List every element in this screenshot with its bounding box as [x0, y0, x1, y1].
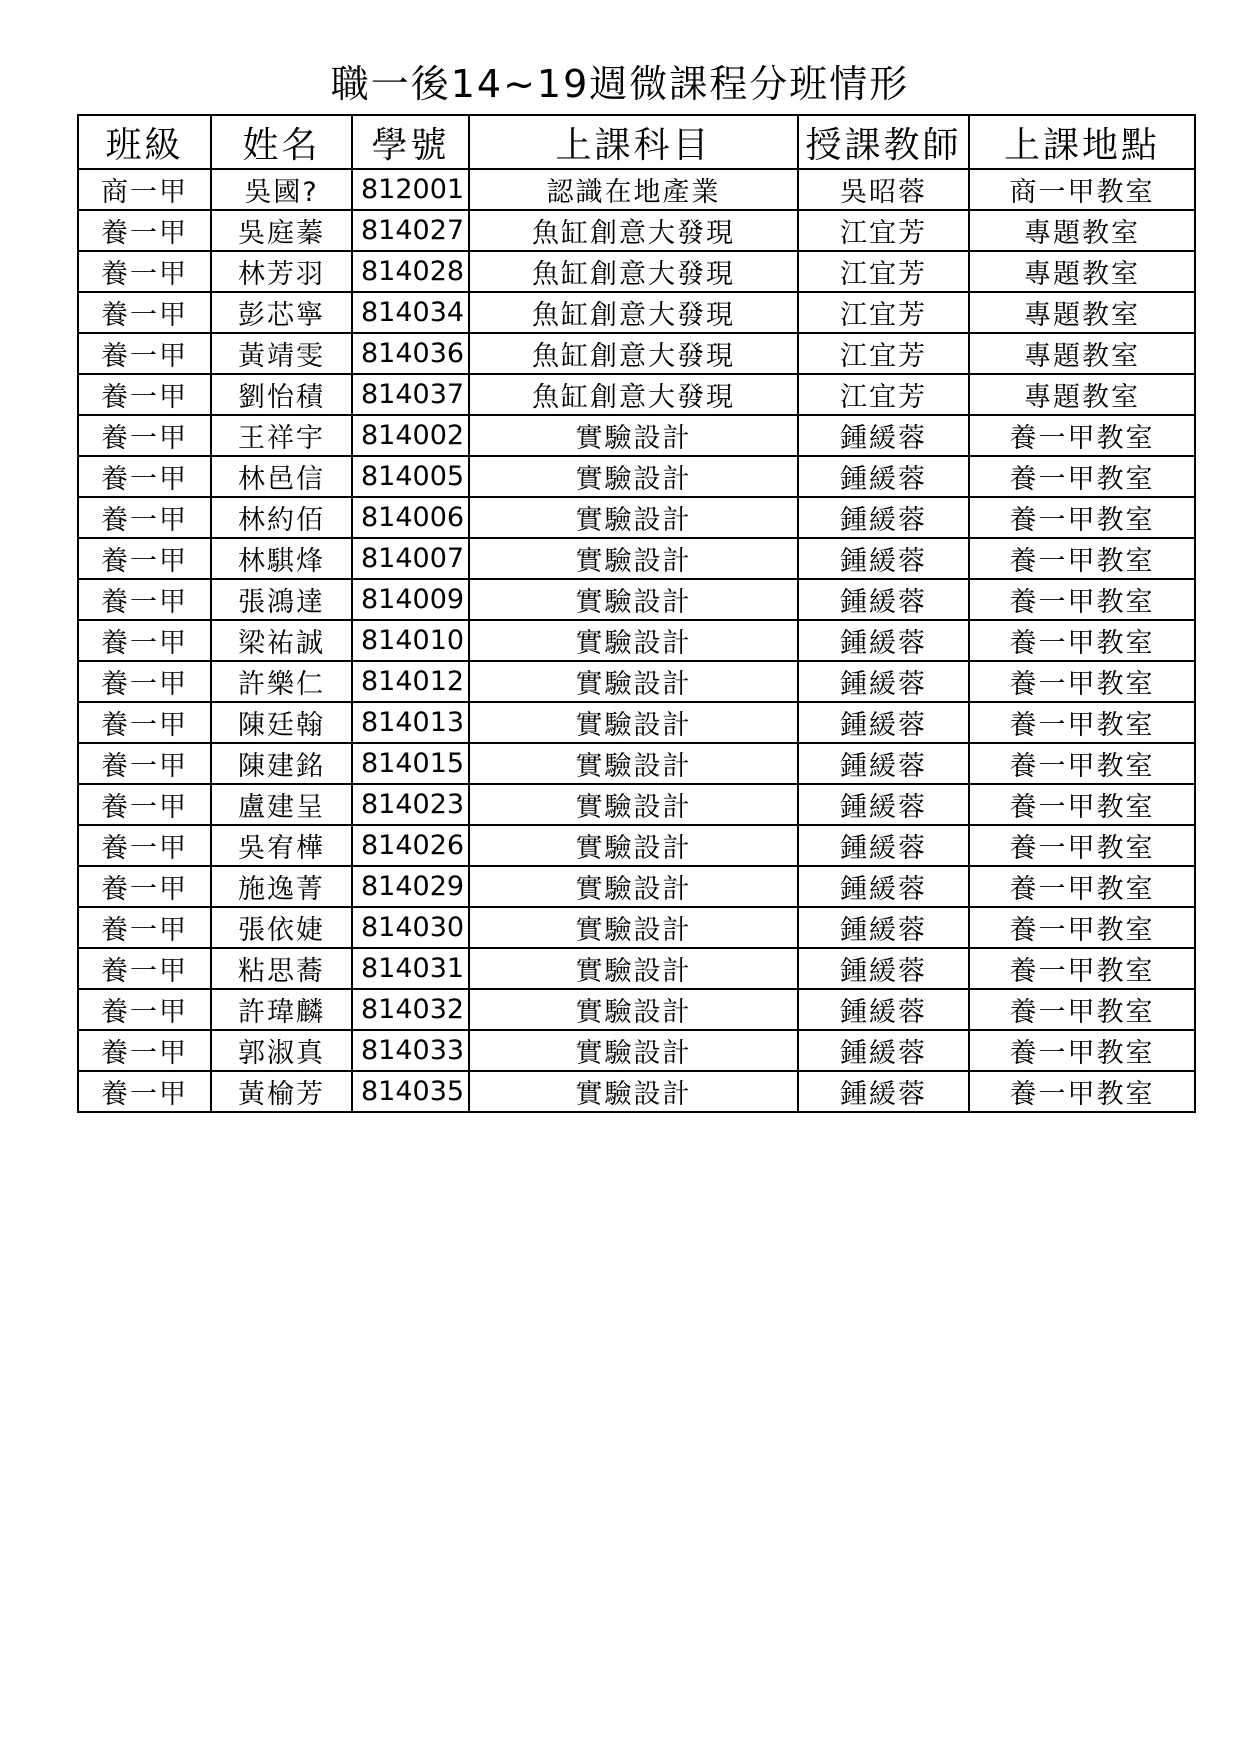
- table-row: [78, 497, 1195, 538]
- table-row: [78, 210, 1195, 251]
- teacher-cell: 鍾緩蓉: [798, 825, 969, 866]
- class-cell: 養一甲: [78, 948, 211, 989]
- teacher-cell: 鍾緩蓉: [798, 579, 969, 620]
- subject-cell: 實驗設計: [469, 620, 798, 661]
- class-cell: 養一甲: [78, 292, 211, 333]
- name-cell: 黃榆芳: [211, 1071, 352, 1112]
- table-row: [78, 333, 1195, 374]
- teacher-cell: 江宜芳: [798, 374, 969, 415]
- page-title: 職一後14~19週微課程分班情形: [330, 62, 910, 106]
- location-cell: 養一甲教室: [969, 989, 1195, 1030]
- teacher-cell: 鍾緩蓉: [798, 415, 969, 456]
- location-cell: 養一甲教室: [969, 702, 1195, 743]
- table-row: [78, 456, 1195, 497]
- table-row: [78, 579, 1195, 620]
- teacher-cell: 江宜芳: [798, 333, 969, 374]
- student-id-cell: 812001: [352, 169, 469, 210]
- subject-cell: 魚缸創意大發現: [469, 292, 798, 333]
- header-location: 上課地點: [969, 115, 1195, 169]
- student-id-cell: 814002: [352, 415, 469, 456]
- header-student-id: 學號: [352, 115, 469, 169]
- student-id-cell: 814005: [352, 456, 469, 497]
- teacher-cell: 鍾緩蓉: [798, 702, 969, 743]
- teacher-cell: 吳昭蓉: [798, 169, 969, 210]
- header-class: 班級: [78, 115, 211, 169]
- class-cell: 養一甲: [78, 497, 211, 538]
- location-cell: 商一甲教室: [969, 169, 1195, 210]
- location-cell: 養一甲教室: [969, 825, 1195, 866]
- student-id-cell: 814032: [352, 989, 469, 1030]
- location-cell: 養一甲教室: [969, 456, 1195, 497]
- name-cell: 郭淑真: [211, 1030, 352, 1071]
- name-cell: 許樂仁: [211, 661, 352, 702]
- table-row: [78, 866, 1195, 907]
- name-cell: 黃靖雯: [211, 333, 352, 374]
- subject-cell: 實驗設計: [469, 784, 798, 825]
- student-id-cell: 814031: [352, 948, 469, 989]
- student-id-cell: 814007: [352, 538, 469, 579]
- teacher-cell: 鍾緩蓉: [798, 538, 969, 579]
- location-cell: 養一甲教室: [969, 743, 1195, 784]
- name-cell: 梁祐誠: [211, 620, 352, 661]
- table-row: [78, 661, 1195, 702]
- table-row: [78, 948, 1195, 989]
- subject-cell: 實驗設計: [469, 497, 798, 538]
- teacher-cell: 鍾緩蓉: [798, 948, 969, 989]
- subject-cell: 實驗設計: [469, 866, 798, 907]
- table-row: [78, 743, 1195, 784]
- name-cell: 吳庭蓁: [211, 210, 352, 251]
- student-id-cell: 814015: [352, 743, 469, 784]
- location-cell: 養一甲教室: [969, 1030, 1195, 1071]
- location-cell: 專題教室: [969, 374, 1195, 415]
- student-id-cell: 814028: [352, 251, 469, 292]
- location-cell: 養一甲教室: [969, 1071, 1195, 1112]
- class-cell: 養一甲: [78, 866, 211, 907]
- location-cell: 專題教室: [969, 251, 1195, 292]
- table-row: [78, 989, 1195, 1030]
- subject-cell: 實驗設計: [469, 415, 798, 456]
- table-row: [78, 1071, 1195, 1112]
- class-cell: 養一甲: [78, 1030, 211, 1071]
- subject-cell: 實驗設計: [469, 1071, 798, 1112]
- student-id-cell: 814009: [352, 579, 469, 620]
- location-cell: 養一甲教室: [969, 538, 1195, 579]
- class-cell: 養一甲: [78, 415, 211, 456]
- header-teacher: 授課教師: [798, 115, 969, 169]
- subject-cell: 實驗設計: [469, 825, 798, 866]
- subject-cell: 實驗設計: [469, 743, 798, 784]
- table-row: [78, 415, 1195, 456]
- teacher-cell: 鍾緩蓉: [798, 784, 969, 825]
- student-id-cell: 814035: [352, 1071, 469, 1112]
- student-id-cell: 814010: [352, 620, 469, 661]
- name-cell: 陳建銘: [211, 743, 352, 784]
- class-cell: 養一甲: [78, 538, 211, 579]
- subject-cell: 實驗設計: [469, 661, 798, 702]
- student-id-cell: 814013: [352, 702, 469, 743]
- table-body: [78, 169, 1195, 1112]
- class-cell: 養一甲: [78, 251, 211, 292]
- table-row: [78, 538, 1195, 579]
- teacher-cell: 鍾緩蓉: [798, 1071, 969, 1112]
- header-name: 姓名: [211, 115, 352, 169]
- name-cell: 林約佰: [211, 497, 352, 538]
- location-cell: 養一甲教室: [969, 784, 1195, 825]
- location-cell: 專題教室: [969, 333, 1195, 374]
- teacher-cell: 鍾緩蓉: [798, 620, 969, 661]
- location-cell: 養一甲教室: [969, 415, 1195, 456]
- class-cell: 養一甲: [78, 1071, 211, 1112]
- subject-cell: 實驗設計: [469, 579, 798, 620]
- subject-cell: 實驗設計: [469, 907, 798, 948]
- student-id-cell: 814030: [352, 907, 469, 948]
- teacher-cell: 鍾緩蓉: [798, 989, 969, 1030]
- table-row: [78, 374, 1195, 415]
- teacher-cell: 鍾緩蓉: [798, 866, 969, 907]
- location-cell: 養一甲教室: [969, 579, 1195, 620]
- class-cell: 養一甲: [78, 702, 211, 743]
- teacher-cell: 江宜芳: [798, 292, 969, 333]
- student-id-cell: 814023: [352, 784, 469, 825]
- location-cell: 養一甲教室: [969, 497, 1195, 538]
- student-id-cell: 814026: [352, 825, 469, 866]
- student-id-cell: 814029: [352, 866, 469, 907]
- location-cell: 養一甲教室: [969, 948, 1195, 989]
- subject-cell: 實驗設計: [469, 948, 798, 989]
- class-cell: 商一甲: [78, 169, 211, 210]
- location-cell: 養一甲教室: [969, 661, 1195, 702]
- class-cell: 養一甲: [78, 989, 211, 1030]
- teacher-cell: 鍾緩蓉: [798, 661, 969, 702]
- class-cell: 養一甲: [78, 907, 211, 948]
- teacher-cell: 鍾緩蓉: [798, 456, 969, 497]
- subject-cell: 魚缸創意大發現: [469, 210, 798, 251]
- class-cell: 養一甲: [78, 374, 211, 415]
- teacher-cell: 鍾緩蓉: [798, 1030, 969, 1071]
- teacher-cell: 鍾緩蓉: [798, 907, 969, 948]
- header-subject: 上課科目: [469, 115, 798, 169]
- name-cell: 林邑信: [211, 456, 352, 497]
- subject-cell: 實驗設計: [469, 538, 798, 579]
- class-cell: 養一甲: [78, 825, 211, 866]
- location-cell: 專題教室: [969, 210, 1195, 251]
- name-cell: 許瑋麟: [211, 989, 352, 1030]
- teacher-cell: 江宜芳: [798, 251, 969, 292]
- location-cell: 養一甲教室: [969, 620, 1195, 661]
- student-id-cell: 814033: [352, 1030, 469, 1071]
- name-cell: 施逸菁: [211, 866, 352, 907]
- name-cell: 盧建呈: [211, 784, 352, 825]
- name-cell: 彭芯寧: [211, 292, 352, 333]
- class-cell: 養一甲: [78, 579, 211, 620]
- table-row: [78, 169, 1195, 210]
- student-id-cell: 814036: [352, 333, 469, 374]
- subject-cell: 認識在地產業: [469, 169, 798, 210]
- subject-cell: 實驗設計: [469, 1030, 798, 1071]
- class-assignment-table: [77, 114, 1196, 1113]
- subject-cell: 魚缸創意大發現: [469, 251, 798, 292]
- name-cell: 林騏烽: [211, 538, 352, 579]
- name-cell: 張依婕: [211, 907, 352, 948]
- table-row: [78, 702, 1195, 743]
- class-cell: 養一甲: [78, 333, 211, 374]
- class-cell: 養一甲: [78, 456, 211, 497]
- table-row: [78, 620, 1195, 661]
- name-cell: 陳廷翰: [211, 702, 352, 743]
- location-cell: 養一甲教室: [969, 866, 1195, 907]
- teacher-cell: 江宜芳: [798, 210, 969, 251]
- class-cell: 養一甲: [78, 210, 211, 251]
- table-row: [78, 784, 1195, 825]
- table-header-row: [78, 115, 1195, 169]
- subject-cell: 魚缸創意大發現: [469, 333, 798, 374]
- subject-cell: 實驗設計: [469, 702, 798, 743]
- subject-cell: 魚缸創意大發現: [469, 374, 798, 415]
- table-row: [78, 907, 1195, 948]
- student-id-cell: 814012: [352, 661, 469, 702]
- teacher-cell: 鍾緩蓉: [798, 497, 969, 538]
- table-row: [78, 292, 1195, 333]
- class-cell: 養一甲: [78, 661, 211, 702]
- name-cell: 劉怡積: [211, 374, 352, 415]
- student-id-cell: 814006: [352, 497, 469, 538]
- table-row: [78, 251, 1195, 292]
- table-row: [78, 825, 1195, 866]
- subject-cell: 實驗設計: [469, 456, 798, 497]
- name-cell: 林芳羽: [211, 251, 352, 292]
- student-id-cell: 814027: [352, 210, 469, 251]
- teacher-cell: 鍾緩蓉: [798, 743, 969, 784]
- student-id-cell: 814037: [352, 374, 469, 415]
- student-id-cell: 814034: [352, 292, 469, 333]
- name-cell: 王祥宇: [211, 415, 352, 456]
- subject-cell: 實驗設計: [469, 989, 798, 1030]
- class-cell: 養一甲: [78, 743, 211, 784]
- location-cell: 專題教室: [969, 292, 1195, 333]
- name-cell: 張鴻達: [211, 579, 352, 620]
- name-cell: 吳國?: [211, 169, 352, 210]
- name-cell: 粘思蕎: [211, 948, 352, 989]
- table-row: [78, 1030, 1195, 1071]
- name-cell: 吳宥樺: [211, 825, 352, 866]
- class-cell: 養一甲: [78, 784, 211, 825]
- class-cell: 養一甲: [78, 620, 211, 661]
- location-cell: 養一甲教室: [969, 907, 1195, 948]
